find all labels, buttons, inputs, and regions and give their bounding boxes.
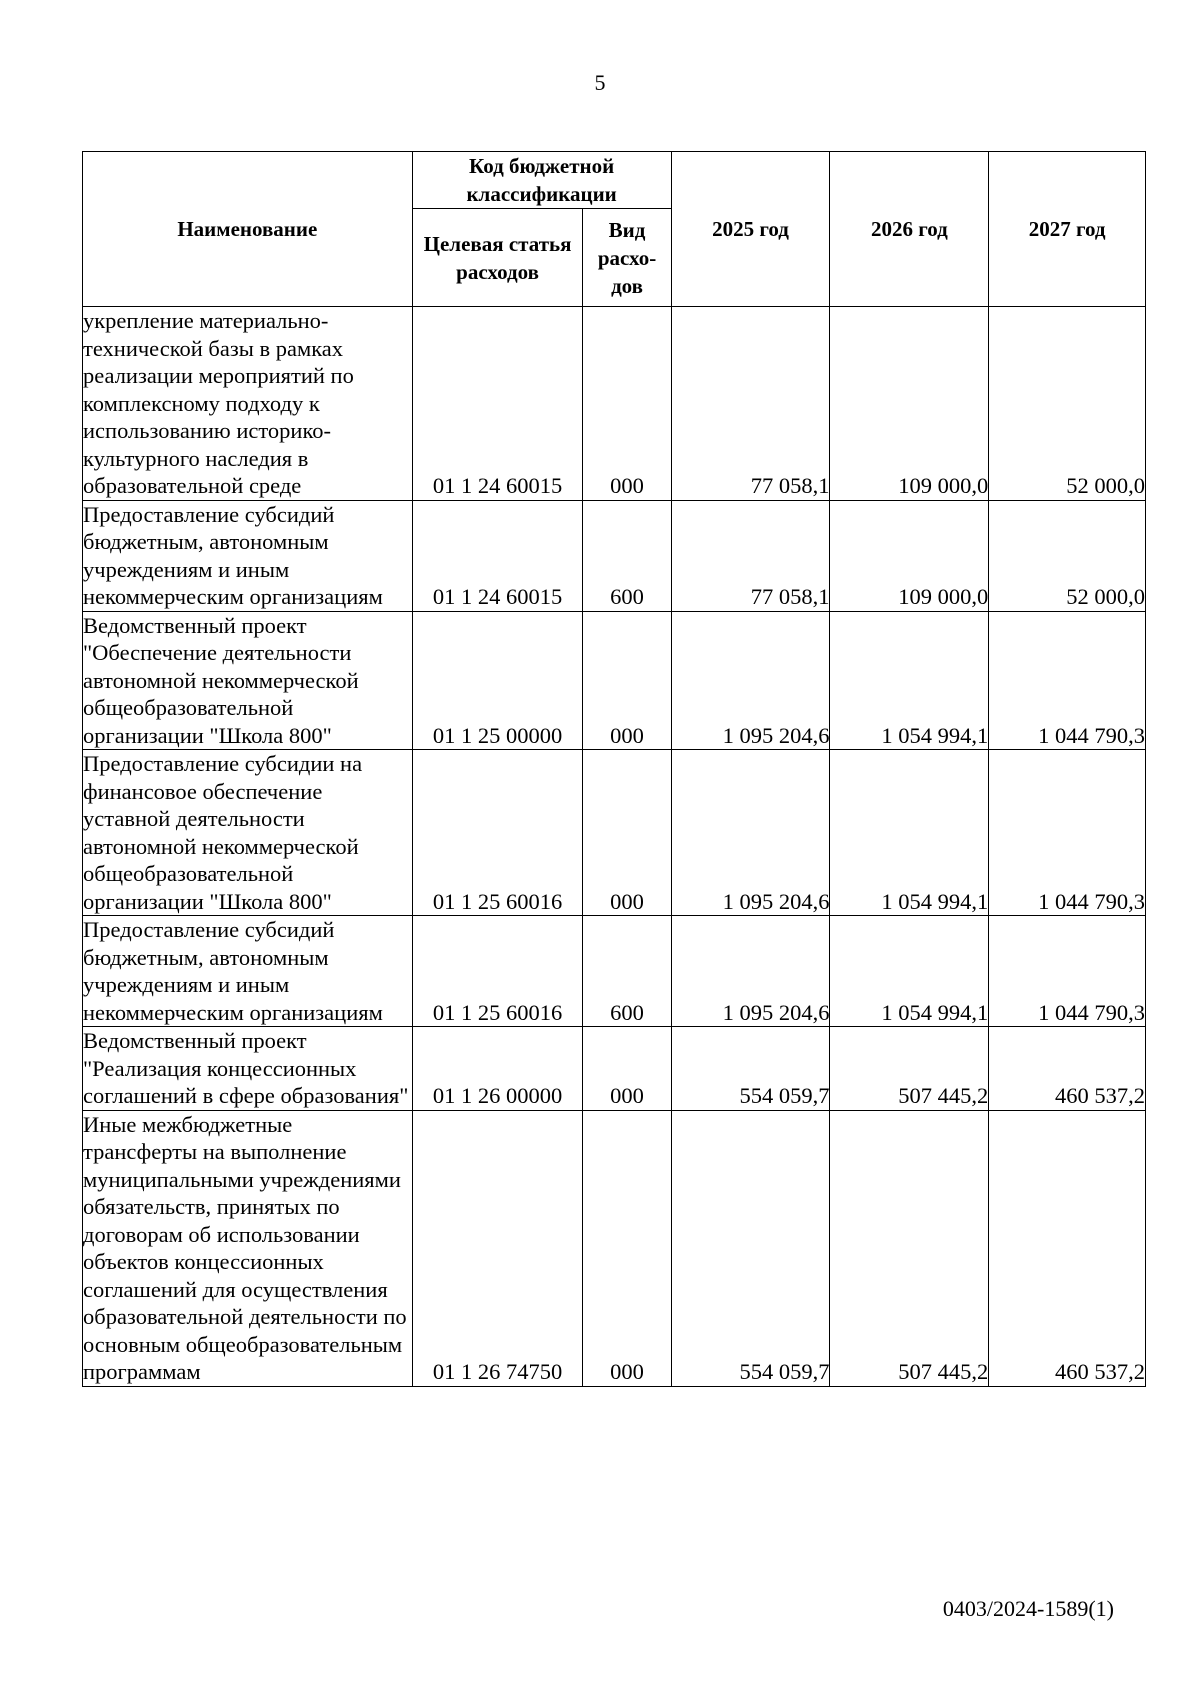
cell-year-2026: 1 054 994,1 — [830, 611, 989, 750]
cell-expense-type: 600 — [583, 500, 671, 611]
header-name: Наименование — [83, 152, 413, 307]
header-year-2026: 2026 год — [830, 152, 989, 307]
cell-expense-type: 000 — [583, 750, 671, 916]
table-row — [83, 916, 1146, 1027]
cell-target-article: 01 1 25 60016 — [412, 750, 583, 916]
cell-year-2025: 77 058,1 — [671, 307, 830, 501]
cell-target-article: 01 1 24 60015 — [412, 500, 583, 611]
cell-year-2025: 1 095 204,6 — [671, 750, 830, 916]
cell-name: Предоставление субсидий бюджетным, автономным учреждениям и иным некоммерческим организациям — [83, 916, 413, 1027]
cell-year-2025: 554 059,7 — [671, 1110, 830, 1386]
table-row — [83, 500, 1146, 611]
cell-name: укрепление материально-технической базы в рамках реализации мероприятий по комплексному подходу к использованию историко-культурного наследия в образовательной среде — [83, 307, 413, 501]
cell-target-article: 01 1 24 60015 — [412, 307, 583, 501]
cell-year-2025: 554 059,7 — [671, 1027, 830, 1111]
cell-expense-type: 000 — [583, 1027, 671, 1111]
table-row — [83, 307, 1146, 501]
cell-year-2027: 460 537,2 — [989, 1027, 1146, 1111]
cell-name: Иные межбюджетные трансферты на выполнение муниципальными учреждениями обязательств, принятых по договорам об использовании объектов концессионных соглашений для осуществления образовательной деятельности по основным общеобразовательным программам — [83, 1110, 413, 1386]
cell-year-2027: 1 044 790,3 — [989, 916, 1146, 1027]
cell-expense-type: 000 — [583, 307, 671, 501]
cell-expense-type: 600 — [583, 916, 671, 1027]
header-expense-type: Вид расхо-дов — [583, 209, 671, 307]
cell-year-2026: 109 000,0 — [830, 307, 989, 501]
cell-year-2025: 77 058,1 — [671, 500, 830, 611]
budget-table — [82, 151, 1146, 1387]
cell-expense-type: 000 — [583, 611, 671, 750]
cell-year-2026: 507 445,2 — [830, 1110, 989, 1386]
cell-name: Ведомственный проект "Реализация концессионных соглашений в сфере образования" — [83, 1027, 413, 1111]
cell-year-2026: 109 000,0 — [830, 500, 989, 611]
cell-year-2027: 460 537,2 — [989, 1110, 1146, 1386]
cell-year-2027: 1 044 790,3 — [989, 750, 1146, 916]
cell-target-article: 01 1 25 60016 — [412, 916, 583, 1027]
header-year-2027: 2027 год — [989, 152, 1146, 307]
cell-year-2025: 1 095 204,6 — [671, 916, 830, 1027]
table-row — [83, 1110, 1146, 1386]
table-body — [83, 307, 1146, 1387]
page-number: 5 — [594, 70, 606, 95]
cell-target-article: 01 1 26 74750 — [412, 1110, 583, 1386]
table-row — [83, 750, 1146, 916]
cell-name: Ведомственный проект "Обеспечение деятельности автономной некоммерческой общеобразовательной организации "Школа 800" — [83, 611, 413, 750]
cell-target-article: 01 1 25 00000 — [412, 611, 583, 750]
cell-year-2026: 1 054 994,1 — [830, 750, 989, 916]
cell-name: Предоставление субсидии на финансовое обеспечение уставной деятельности автономной некоммерческой общеобразовательной организации "Школа 800" — [83, 750, 413, 916]
table-row — [83, 1027, 1146, 1111]
cell-year-2026: 507 445,2 — [830, 1027, 989, 1111]
header-year-2025: 2025 год — [671, 152, 830, 307]
cell-year-2027: 52 000,0 — [989, 307, 1146, 501]
cell-year-2025: 1 095 204,6 — [671, 611, 830, 750]
cell-name: Предоставление субсидий бюджетным, автономным учреждениям и иным некоммерческим организациям — [83, 500, 413, 611]
cell-year-2027: 52 000,0 — [989, 500, 1146, 611]
cell-year-2027: 1 044 790,3 — [989, 611, 1146, 750]
header-budget-code-group: Код бюджетной классификации — [412, 152, 671, 209]
table-row — [83, 611, 1146, 750]
document-number: 0403/2024-1589(1) — [942, 1596, 1114, 1621]
table-header — [83, 152, 1146, 307]
header-target-article: Целевая статья расходов — [412, 209, 583, 307]
cell-expense-type: 000 — [583, 1110, 671, 1386]
cell-year-2026: 1 054 994,1 — [830, 916, 989, 1027]
cell-target-article: 01 1 26 00000 — [412, 1027, 583, 1111]
